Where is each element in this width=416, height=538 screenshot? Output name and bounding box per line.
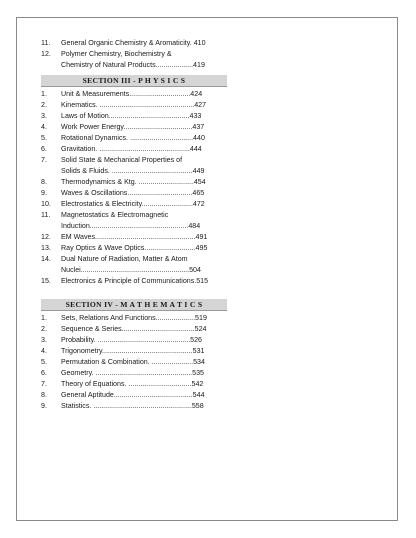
toc-entry-number: 4. xyxy=(41,123,47,131)
toc-entry-number: 8. xyxy=(41,178,47,186)
toc-entry xyxy=(41,390,221,401)
toc-entry xyxy=(41,166,221,177)
toc-entry-text: Unit & Measurements...............................424 xyxy=(61,90,203,98)
toc-entry xyxy=(41,335,221,346)
toc-entry-text: Electrostatics & Electricity..........................472 xyxy=(61,200,205,208)
toc-entry-text: Gravitation. ..............................................444 xyxy=(61,145,202,153)
toc-entry xyxy=(41,188,221,199)
toc-entry-number: 3. xyxy=(41,336,47,344)
toc-entry xyxy=(41,368,221,379)
toc-entry xyxy=(41,133,221,144)
toc-entry-text: Sequence & Series.....................................524 xyxy=(61,325,207,333)
toc-entry-text: Induction..................................................484 xyxy=(61,222,201,230)
toc-entry-text: Solids & Fluids. .........................................449 xyxy=(61,167,205,175)
toc-entry-text: Dual Nature of Radiation, Matter & Atom xyxy=(61,255,188,263)
toc-entry-number: 6. xyxy=(41,369,47,377)
toc-entry xyxy=(41,221,221,232)
document-page xyxy=(16,17,398,521)
toc-entry-text: Magnetostatics & Electromagnetic xyxy=(61,211,169,219)
toc-entry xyxy=(41,357,221,368)
toc-entry-number: 5. xyxy=(41,358,47,366)
toc-entry-text: Permutation & Combination. .....................534 xyxy=(61,358,205,366)
toc-entry-text: Thermodynamics & Ktg. ............................454 xyxy=(61,178,206,186)
toc-entry-text: General Aptitude........................................544 xyxy=(61,391,205,399)
toc-list-mathematics xyxy=(41,313,221,412)
toc-entry-number: 7. xyxy=(41,156,47,164)
toc-entry-text: Solid State & Mechanical Properties of xyxy=(61,156,183,164)
toc-entry-text: Chemistry of Natural Products...................419 xyxy=(61,61,205,69)
toc-entry xyxy=(41,379,221,390)
toc-entry-number: 9. xyxy=(41,189,47,197)
toc-entry-number: 10. xyxy=(41,200,51,208)
toc-entry-number: 13. xyxy=(41,244,51,252)
toc-list-physics xyxy=(41,89,221,287)
toc-entry xyxy=(41,243,221,254)
toc-entry-number: 2. xyxy=(41,325,47,333)
toc-entry-number: 9. xyxy=(41,402,47,410)
toc-entry-text: General Organic Chemistry & Aromaticity. 410 xyxy=(61,39,206,47)
toc-entry xyxy=(41,313,221,324)
toc-entry-text: Probability. ...............................................526 xyxy=(61,336,203,344)
toc-entry-number: 7. xyxy=(41,380,47,388)
toc-entry-number: 6. xyxy=(41,145,47,153)
toc-entry-number: 3. xyxy=(41,112,47,120)
toc-entry-text: Geometry. .................................................535 xyxy=(61,369,204,377)
toc-entry-number: 12. xyxy=(41,50,51,58)
toc-entry xyxy=(41,346,221,357)
toc-entry-text: Work Power Energy...................................437 xyxy=(61,123,205,131)
toc-entry-text: Waves & Oscillations.................................465 xyxy=(61,189,205,197)
toc-entry-number: 5. xyxy=(41,134,47,142)
toc-entry-text: Ray Optics & Wave Optics..........................495 xyxy=(61,244,208,252)
toc-entry-text: Polymer Chemistry, Biochemistry & xyxy=(61,50,172,58)
toc-entry-text: Rotational Dynamics. ................................440 xyxy=(61,134,205,142)
toc-entry xyxy=(41,122,221,133)
toc-entry xyxy=(41,210,221,221)
toc-entry-number: 8. xyxy=(41,391,47,399)
toc-entry-number: 15. xyxy=(41,277,51,285)
toc-entry xyxy=(41,38,221,49)
toc-entry xyxy=(41,324,221,335)
toc-entry-text: Nuclei.......................................................504 xyxy=(61,266,201,274)
section-header-physics: SECTION III - P H Y S I C S xyxy=(41,75,227,86)
toc-entry xyxy=(41,177,221,188)
toc-entry-number: 1. xyxy=(41,314,47,322)
toc-entry xyxy=(41,199,221,210)
toc-list-chemistry-tail xyxy=(41,38,221,71)
toc-entry-text: EM Waves...................................................491 xyxy=(61,233,208,241)
toc-entry-number: 4. xyxy=(41,347,47,355)
toc-entry-text: Laws of Motion.........................................433 xyxy=(61,112,202,120)
toc-entry-number: 14. xyxy=(41,255,51,263)
toc-entry xyxy=(41,49,221,60)
toc-entry-number: 12. xyxy=(41,233,51,241)
toc-entry xyxy=(41,254,221,265)
toc-entry-text: Sets, Relations And Functions....................519 xyxy=(61,314,207,322)
toc-entry xyxy=(41,60,221,71)
section-header-mathematics: SECTION IV - M A T H E M A T I C S xyxy=(41,299,227,310)
toc-entry-number: 11. xyxy=(41,39,51,47)
toc-entry xyxy=(41,401,221,412)
toc-entry-number: 2. xyxy=(41,101,47,109)
toc-entry xyxy=(41,89,221,100)
toc-entry xyxy=(41,232,221,243)
toc-entry-text: Kinematics. ................................................427 xyxy=(61,101,207,109)
toc-entry-text: Trigonometry..............................................531 xyxy=(61,347,205,355)
toc-entry xyxy=(41,276,221,287)
toc-entry xyxy=(41,155,221,166)
toc-entry-number: 1. xyxy=(41,90,47,98)
toc-entry xyxy=(41,265,221,276)
toc-entry xyxy=(41,111,221,122)
toc-entry-number: 11. xyxy=(41,211,51,219)
toc-entry-text: Electronics & Principle of Communications.515 xyxy=(61,277,209,285)
toc-column xyxy=(41,38,221,412)
toc-entry xyxy=(41,144,221,155)
toc-entry-text: Statistics. ..................................................558 xyxy=(61,402,204,410)
toc-entry xyxy=(41,100,221,111)
toc-entry-text: Theory of Equations. ................................542 xyxy=(61,380,204,388)
